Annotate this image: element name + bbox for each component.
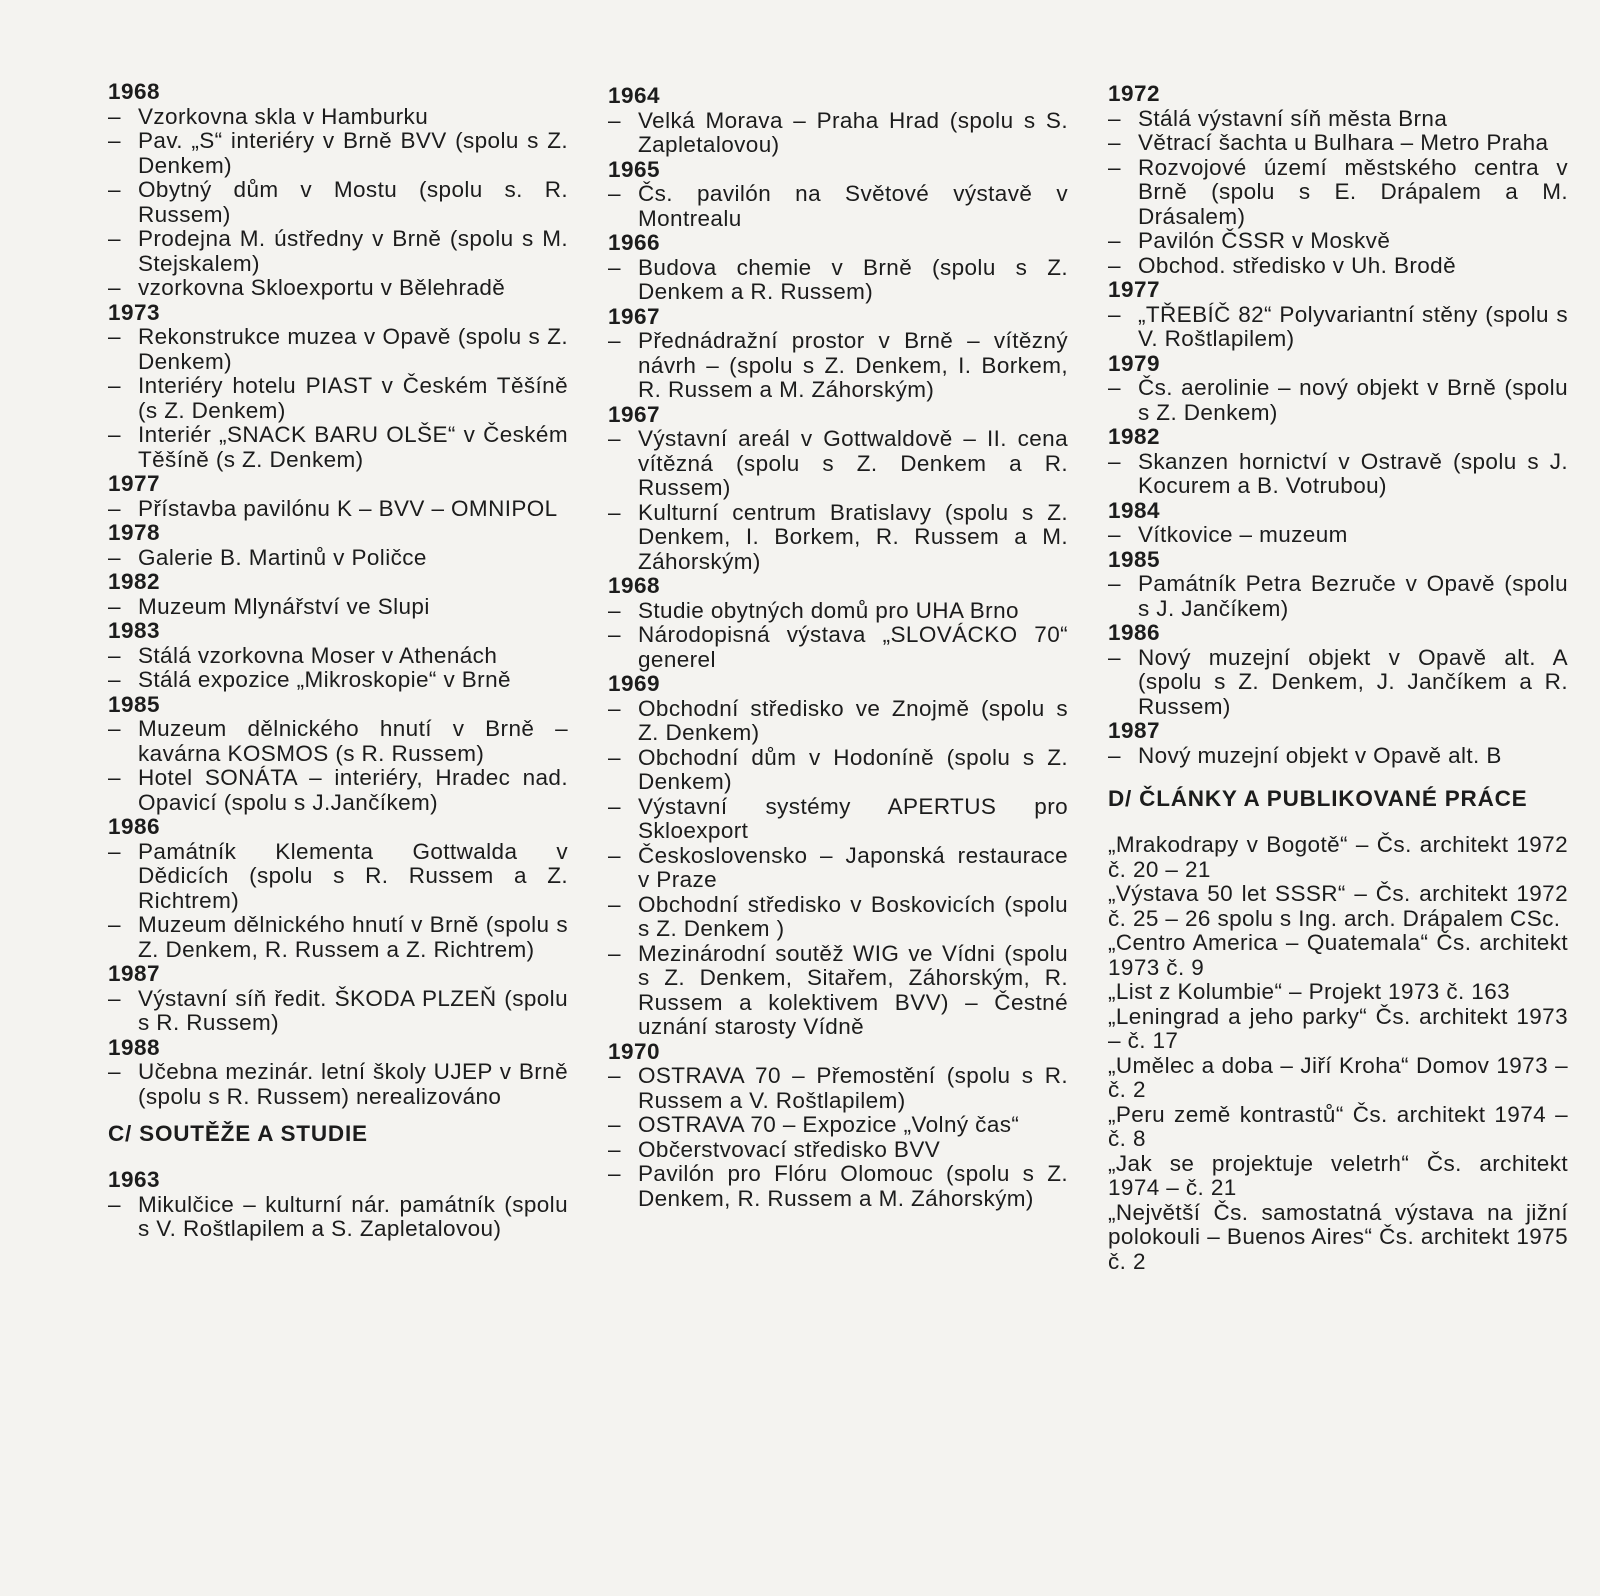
- work-item-text: Vítkovice – muzeum: [1138, 522, 1348, 547]
- work-item: [108, 987, 568, 1036]
- work-item: [608, 1113, 1068, 1138]
- year-heading: 1985: [1108, 546, 1161, 572]
- work-item-text: Obchod. středisko v Uh. Brodě: [1138, 252, 1456, 278]
- work-item: [608, 182, 1068, 231]
- work-item: [1108, 107, 1568, 132]
- dash-bullet: –: [108, 765, 121, 790]
- work-item: [608, 599, 1068, 624]
- work-item-text: Nový muzejní objekt v Opavě alt. A (spolu s Z. Denkem, J. Jančíkem a R. Russem): [1138, 644, 1568, 719]
- work-item-text: Památník Petra Bezruče v Opavě (spolu s J. Jančíkem): [1138, 571, 1568, 621]
- dash-bullet: –: [108, 912, 121, 937]
- dash-bullet: –: [108, 103, 121, 129]
- work-item-text: Vzorkovna skla v Hamburku: [138, 103, 429, 129]
- work-item-text: Hotel SONÁTA – interiéry, Hradec nad. Opavicí (spolu s J.Jančíkem): [138, 765, 568, 815]
- work-item-text: Stálá vzorkovna Moser v Athenách: [138, 642, 498, 668]
- work-item-text: Pav. „S“ interiéry v Brně BVV (spolu s Z. Denkem): [138, 128, 568, 178]
- work-item: [1108, 229, 1568, 254]
- work-item: [608, 623, 1068, 672]
- dash-bullet: –: [608, 940, 621, 966]
- year-heading: 1967: [608, 303, 661, 329]
- work-item-text: Učebna mezinár. letní školy UJEP v Brně (spolu s R. Russem) nerealizováno: [138, 1059, 568, 1109]
- dash-bullet: –: [1108, 375, 1121, 400]
- competitions-list-end: [1108, 82, 1568, 768]
- work-item-text: Výstavní systémy APERTUS pro Skloexport: [638, 793, 1068, 843]
- year-heading: 1982: [108, 569, 161, 594]
- work-item-text: Výstavní síň ředit. ŠKODA PLZEŇ (spolu s R. Russem): [138, 985, 568, 1035]
- work-item: [608, 329, 1068, 403]
- dash-bullet: –: [608, 1161, 621, 1186]
- dash-bullet: –: [608, 597, 621, 623]
- dash-bullet: –: [1108, 571, 1121, 596]
- work-item: [108, 178, 568, 227]
- work-item-text: Rozvojové území městského centra v Brně (spolu s E. Drápalem a M. Drásalem): [1138, 154, 1568, 229]
- work-item-text: Stálá expozice „Mikroskopie“ v Brně: [138, 667, 511, 692]
- dash-bullet: –: [108, 1191, 121, 1217]
- work-item-text: Československo – Japonská restaurace v Praze: [638, 842, 1068, 892]
- work-item-text: Pavilón pro Flóru Olomouc (spolu s Z. Denkem, R. Russem a M. Záhorským): [638, 1161, 1068, 1211]
- dash-bullet: –: [108, 642, 121, 668]
- dash-bullet: –: [108, 1059, 121, 1084]
- dash-bullet: –: [608, 891, 621, 917]
- work-item: [108, 717, 568, 766]
- dash-bullet: –: [608, 1112, 621, 1137]
- work-item: [1108, 646, 1568, 720]
- dash-bullet: –: [108, 985, 121, 1011]
- work-item-text: Prodejna M. ústředny v Brně (spolu s M. Stejskalem): [138, 226, 568, 276]
- work-item-text: Občerstvovací středisko BVV: [638, 1136, 941, 1162]
- work-item-text: Nový muzejní objekt v Opavě alt. B: [1138, 742, 1502, 768]
- year-heading: 1986: [108, 814, 161, 839]
- year-heading: 1979: [1108, 350, 1161, 376]
- dash-bullet: –: [608, 622, 621, 647]
- dash-bullet: –: [608, 793, 621, 819]
- work-item: [608, 746, 1068, 795]
- work-item-text: Muzeum dělnického hnutí v Brně (spolu s Z. Denkem, R. Russem a Z. Richtrem): [138, 912, 568, 962]
- work-item: [1108, 744, 1568, 769]
- work-item: [108, 129, 568, 178]
- dash-bullet: –: [1108, 130, 1121, 155]
- work-item-text: OSTRAVA 70 – Expozice „Volný čas“: [638, 1112, 1020, 1137]
- work-item-text: Stálá výstavní síň města Brna: [1138, 105, 1448, 131]
- dash-bullet: –: [1108, 105, 1121, 131]
- work-item-text: Mikulčice – kulturní nár. památník (spolu s V. Roštlapilem a S. Zapletalovou): [138, 1191, 568, 1241]
- work-item: [608, 795, 1068, 844]
- dash-bullet: –: [108, 422, 121, 447]
- dash-bullet: –: [608, 1136, 621, 1162]
- publication-item: „Umělec a doba – Jiří Kroha“ Domov 1973 – č. 2: [1108, 1052, 1568, 1102]
- dash-bullet: –: [608, 181, 621, 206]
- work-item-text: Rekonstrukce muzea v Opavě (spolu s Z. Denkem): [138, 324, 568, 374]
- work-item-text: Muzeum Mlynářství ve Slupi: [138, 593, 430, 619]
- dash-bullet: –: [1108, 742, 1121, 768]
- year-heading: 1986: [1108, 620, 1161, 645]
- work-item-text: Interiéry hotelu PIAST v Českém Těšíně (s Z. Denkem): [138, 373, 568, 423]
- year-heading: 1987: [108, 961, 161, 986]
- year-heading: 1968: [108, 79, 161, 104]
- work-item: [108, 595, 568, 620]
- work-item: [108, 497, 568, 522]
- section-c-title: C/ SOUTĚŽE A STUDIE: [108, 1121, 368, 1146]
- work-item: [108, 1060, 568, 1109]
- work-item: [108, 766, 568, 815]
- year-heading: 1965: [608, 156, 661, 182]
- work-item: [608, 427, 1068, 501]
- work-item: [108, 227, 568, 276]
- dash-bullet: –: [1108, 252, 1121, 278]
- dash-bullet: –: [608, 499, 621, 525]
- work-item-text: Větrací šachta u Bulhara – Metro Praha: [1138, 130, 1549, 155]
- dash-bullet: –: [1108, 228, 1121, 253]
- work-item: [608, 109, 1068, 158]
- dash-bullet: –: [108, 226, 121, 251]
- dash-bullet: –: [1108, 154, 1121, 180]
- year-heading: 1984: [1108, 497, 1161, 523]
- dash-bullet: –: [108, 495, 121, 521]
- year-heading: 1963: [108, 1167, 161, 1192]
- year-heading: 1985: [108, 691, 161, 717]
- work-item: [608, 501, 1068, 575]
- work-item: [108, 668, 568, 693]
- publication-item: „Leningrad a jeho parky“ Čs. architekt 1973 – č. 17: [1108, 1003, 1568, 1053]
- publication-item: „Mrakodrapy v Bogotě“ – Čs. architekt 1972 č. 20 – 21: [1108, 832, 1568, 882]
- publication-item: „List z Kolumbie“ – Projekt 1973 č. 163: [1108, 979, 1511, 1004]
- work-item: [108, 423, 568, 472]
- work-item-text: Galerie B. Martinů v Poličce: [138, 544, 427, 570]
- publication-item: „Peru země kontrastů“ Čs. architekt 1974 – č. 8: [1108, 1101, 1568, 1151]
- dash-bullet: –: [608, 744, 621, 770]
- dash-bullet: –: [108, 128, 121, 153]
- year-heading: 1983: [108, 618, 161, 643]
- year-heading: 1967: [608, 401, 661, 427]
- dash-bullet: –: [108, 177, 121, 202]
- work-item-text: Mezinárodní soutěž WIG ve Vídni (spolu s Z. Denkem, Sitařem, Záhorským, R. Russem a kolektivem BVV) – Čestné uznání starosty Vídně: [638, 940, 1068, 1039]
- dash-bullet: –: [608, 107, 621, 133]
- work-item: [108, 374, 568, 423]
- work-item: [1108, 156, 1568, 230]
- work-item-text: Přednádražní prostor v Brně – vítězný návrh – (spolu s Z. Denkem, I. Borkem, R. Russem a M. Záhorským): [638, 328, 1068, 402]
- work-item-text: Skanzen hornictví v Ostravě (spolu s J. Kocurem a B. Votrubou): [1138, 448, 1568, 498]
- work-item-text: Velká Morava – Praha Hrad (spolu s S. Zapletalovou): [638, 107, 1068, 157]
- year-heading: 1977: [108, 471, 161, 496]
- work-item-text: Národopisná výstava „SLOVÁCKO 70“ generel: [638, 622, 1068, 672]
- competitions-list-continued: [608, 84, 1068, 1211]
- dash-bullet: –: [1108, 301, 1121, 327]
- work-item: [608, 1138, 1068, 1163]
- work-item-text: Čs. aerolinie – nový objekt v Brně (spolu s Z. Denkem): [1138, 375, 1568, 425]
- year-heading: 1969: [608, 671, 661, 696]
- year-heading: 1977: [1108, 277, 1161, 302]
- publication-item: „Jak se projektuje veletrh“ Čs. architekt 1974 – č. 21: [1108, 1150, 1568, 1200]
- work-item: [1108, 450, 1568, 499]
- dash-bullet: –: [608, 426, 621, 451]
- dash-bullet: –: [608, 1063, 621, 1088]
- dash-bullet: –: [108, 275, 121, 300]
- dash-bullet: –: [108, 324, 121, 349]
- column-2: [608, 84, 1068, 1211]
- year-heading: 1968: [608, 573, 661, 598]
- work-item-text: Obchodní středisko ve Znojmě (spolu s Z. Denkem): [638, 695, 1068, 745]
- publication-item: „Výstava 50 let SSSR“ – Čs. architekt 1972 č. 25 – 26 spolu s Ing. arch. Drápalem CSc.: [1108, 881, 1568, 931]
- year-heading: 1988: [108, 1034, 161, 1060]
- column-3: [1108, 82, 1568, 1274]
- dash-bullet: –: [108, 667, 121, 692]
- work-item-text: Čs. pavilón na Světové výstavě v Montrealu: [638, 181, 1068, 231]
- dash-bullet: –: [108, 838, 121, 864]
- work-item-text: Výstavní areál v Gottwaldově – II. cena vítězná (spolu s Z. Denkem a R. Russem): [638, 426, 1068, 500]
- dash-bullet: –: [608, 254, 621, 280]
- work-item: [1108, 303, 1568, 352]
- year-heading: 1973: [108, 299, 161, 325]
- year-heading: 1978: [108, 520, 161, 545]
- work-item: [608, 844, 1068, 893]
- work-item: [1108, 131, 1568, 156]
- work-item: [608, 697, 1068, 746]
- work-item-text: Obchodní středisko v Boskovicích (spolu s Z. Denkem ): [638, 891, 1068, 941]
- work-item-text: Interiér „SNACK BARU OLŠE“ v Českém Těšíně (s Z. Denkem): [138, 422, 568, 472]
- work-item: [608, 1064, 1068, 1113]
- work-item-text: Obchodní dům v Hodoníně (spolu s Z. Denkem): [638, 744, 1068, 794]
- work-item-text: vzorkovna Skloexportu v Bělehradě: [138, 275, 506, 300]
- publication-item: „Největší Čs. samostatná výstava na jižní polokouli – Buenos Aires“ Čs. architekt 1975 č. 2: [1108, 1199, 1568, 1274]
- dash-bullet: –: [108, 593, 121, 619]
- work-item: [1108, 254, 1568, 279]
- dash-bullet: –: [608, 695, 621, 721]
- dash-bullet: –: [608, 328, 621, 353]
- work-item: [108, 276, 568, 301]
- work-item: [608, 942, 1068, 1040]
- work-item: [1108, 376, 1568, 425]
- dash-bullet: –: [1108, 644, 1121, 670]
- work-item-text: Studie obytných domů pro UHA Brno: [638, 597, 1019, 623]
- work-item: [608, 256, 1068, 305]
- work-item-text: Budova chemie v Brně (spolu s Z. Denkem a R. Russem): [638, 254, 1068, 304]
- dash-bullet: –: [1108, 448, 1121, 474]
- dash-bullet: –: [1108, 522, 1121, 547]
- work-item-text: Muzeum dělnického hnutí v Brně – kavárna KOSMOS (s R. Russem): [138, 716, 568, 766]
- work-item-text: Přístavba pavilónu K – BVV – OMNIPOL: [138, 495, 558, 521]
- work-item: [108, 546, 568, 571]
- work-item: [108, 105, 568, 130]
- competitions-list: [108, 1168, 568, 1242]
- work-item-text: Kulturní centrum Bratislavy (spolu s Z. Denkem, I. Borkem, R. Russem a M. Záhorským): [638, 499, 1068, 574]
- work-item-text: Obytný dům v Mostu (spolu s. R. Russem): [138, 177, 568, 227]
- year-heading: 1970: [608, 1038, 661, 1064]
- work-item-text: „TŘEBÍČ 82“ Polyvariantní stěny (spolu s V. Roštlapilem): [1138, 301, 1568, 351]
- works-list-b: [108, 80, 568, 1109]
- column-1: [108, 80, 568, 1242]
- work-item: [608, 1162, 1068, 1211]
- dash-bullet: –: [108, 544, 121, 570]
- publication-item: „Centro America – Quatemala“ Čs. architekt 1973 č. 9: [1108, 930, 1568, 980]
- dash-bullet: –: [108, 716, 121, 741]
- dash-bullet: –: [608, 842, 621, 868]
- work-item: [608, 893, 1068, 942]
- publications-list: [1108, 833, 1568, 1274]
- work-item-text: Památník Klementa Gottwalda v Dědicích (spolu s R. Russem a Z. Richtrem): [138, 838, 568, 913]
- work-item: [108, 913, 568, 962]
- year-heading: 1972: [1108, 81, 1161, 106]
- work-item-text: OSTRAVA 70 – Přemostění (spolu s R. Russem a V. Roštlapilem): [638, 1063, 1068, 1113]
- year-heading: 1987: [1108, 718, 1161, 743]
- section-d-title: D/ ČLÁNKY A PUBLIKOVANÉ PRÁCE: [1108, 786, 1528, 811]
- year-heading: 1966: [608, 230, 661, 255]
- year-heading: 1982: [1108, 424, 1161, 449]
- work-item: [1108, 572, 1568, 621]
- dash-bullet: –: [108, 373, 121, 398]
- work-item: [108, 840, 568, 914]
- work-item-text: Pavilón ČSSR v Moskvě: [1138, 228, 1391, 253]
- work-item: [108, 325, 568, 374]
- year-heading: 1964: [608, 83, 661, 108]
- work-item: [108, 644, 568, 669]
- work-item: [108, 1193, 568, 1242]
- work-item: [1108, 523, 1568, 548]
